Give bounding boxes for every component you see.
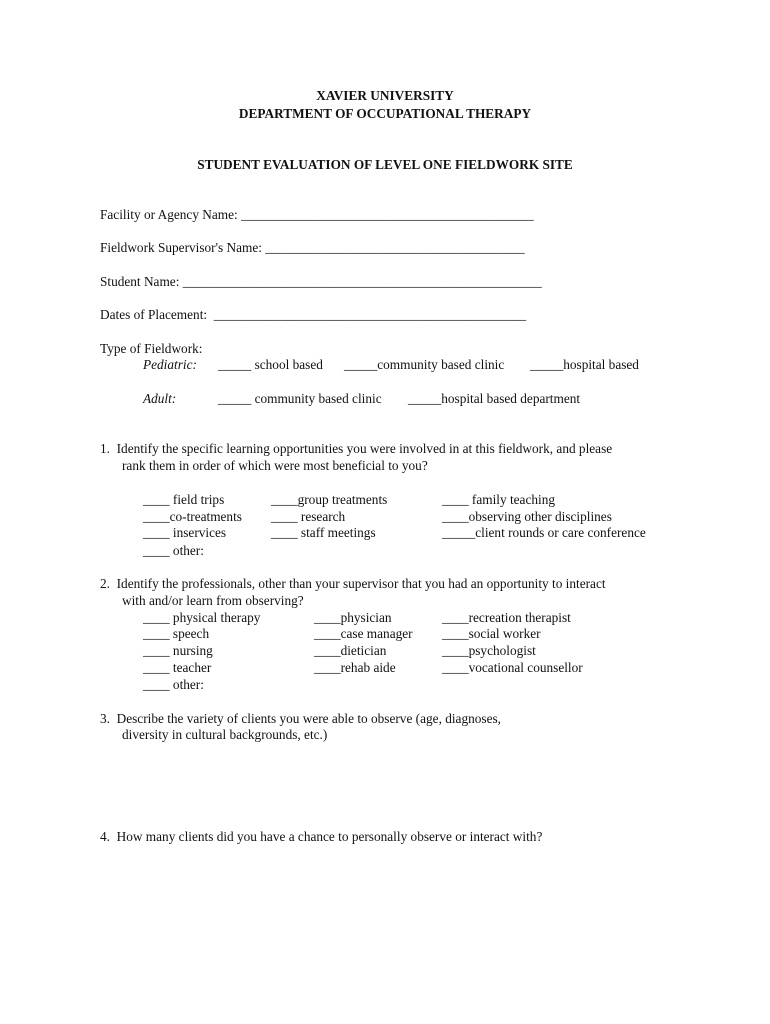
adult-option[interactable]: _____hospital based department <box>408 391 581 406</box>
adult-label: Adult: <box>143 391 177 406</box>
q2-option[interactable]: ____recreation therapist <box>442 610 571 625</box>
question-1-text: 1. Identify the specific learning opportunities you were involved in at this fieldwork, and please <box>100 441 613 456</box>
pediatric-option[interactable]: _____community based clinic <box>344 357 505 372</box>
question-1-text: rank them in order of which were most beneficial to you? <box>122 458 428 473</box>
question-2-text: with and/or learn from observing? <box>122 593 304 608</box>
q2-option[interactable]: ____case manager <box>314 626 413 641</box>
pediatric-option[interactable]: _____ school based <box>218 357 323 372</box>
student-name-field[interactable]: Student Name: ______________________________________________________ <box>100 274 542 289</box>
q1-option[interactable]: ____ family teaching <box>442 492 555 507</box>
q2-option[interactable]: ____vocational counsellor <box>442 660 583 675</box>
q2-option[interactable]: ____ teacher <box>143 660 212 675</box>
q1-option[interactable]: ____co-treatments <box>143 509 242 524</box>
question-3-text: diversity in cultural backgrounds, etc.) <box>122 727 328 742</box>
question-2-text: 2. Identify the professionals, other than your supervisor that you had an opportunity to interact <box>100 576 606 591</box>
q1-option[interactable]: ____ staff meetings <box>271 525 376 540</box>
q1-option[interactable]: _____client rounds or care conference <box>442 525 646 540</box>
q1-option[interactable]: ____ research <box>271 509 346 524</box>
q2-option[interactable]: ____ physical therapy <box>143 610 261 625</box>
pediatric-label: Pediatric: <box>143 357 197 372</box>
dates-field[interactable]: Dates of Placement: _______________________________________________ <box>100 307 527 322</box>
q2-option[interactable]: ____ speech <box>143 626 210 641</box>
type-of-fieldwork-label: Type of Fieldwork: <box>100 341 203 356</box>
q1-option[interactable]: ____group treatments <box>271 492 388 507</box>
q1-option[interactable]: ____observing other disciplines <box>442 509 612 524</box>
department-heading: DEPARTMENT OF OCCUPATIONAL THERAPY <box>238 106 532 121</box>
q2-option[interactable]: ____ other: <box>143 677 204 692</box>
q2-option[interactable]: ____social worker <box>442 626 541 641</box>
q1-option[interactable]: ____ other: <box>143 543 204 558</box>
facility-field[interactable]: Facility or Agency Name: ____________________________________________ <box>100 207 534 222</box>
question-3-text: 3. Describe the variety of clients you were able to observe (age, diagnoses, <box>100 711 501 726</box>
pediatric-option[interactable]: _____hospital based <box>530 357 639 372</box>
university-heading: XAVIER UNIVERSITY <box>316 88 454 103</box>
q1-option[interactable]: ____ inservices <box>143 525 227 540</box>
supervisor-field[interactable]: Fieldwork Supervisor's Name: _______________________________________ <box>100 240 525 255</box>
q2-option[interactable]: ____dietician <box>314 643 387 658</box>
adult-option[interactable]: _____ community based clinic <box>218 391 382 406</box>
q2-option[interactable]: ____physician <box>314 610 392 625</box>
question-4-text: 4. How many clients did you have a chance to personally observe or interact with? <box>100 829 543 844</box>
q2-option[interactable]: ____psychologist <box>442 643 536 658</box>
q1-option[interactable]: ____ field trips <box>143 492 225 507</box>
form-title: STUDENT EVALUATION OF LEVEL ONE FIELDWORK SITE <box>197 157 573 172</box>
q2-option[interactable]: ____ nursing <box>143 643 213 658</box>
q2-option[interactable]: ____rehab aide <box>314 660 396 675</box>
